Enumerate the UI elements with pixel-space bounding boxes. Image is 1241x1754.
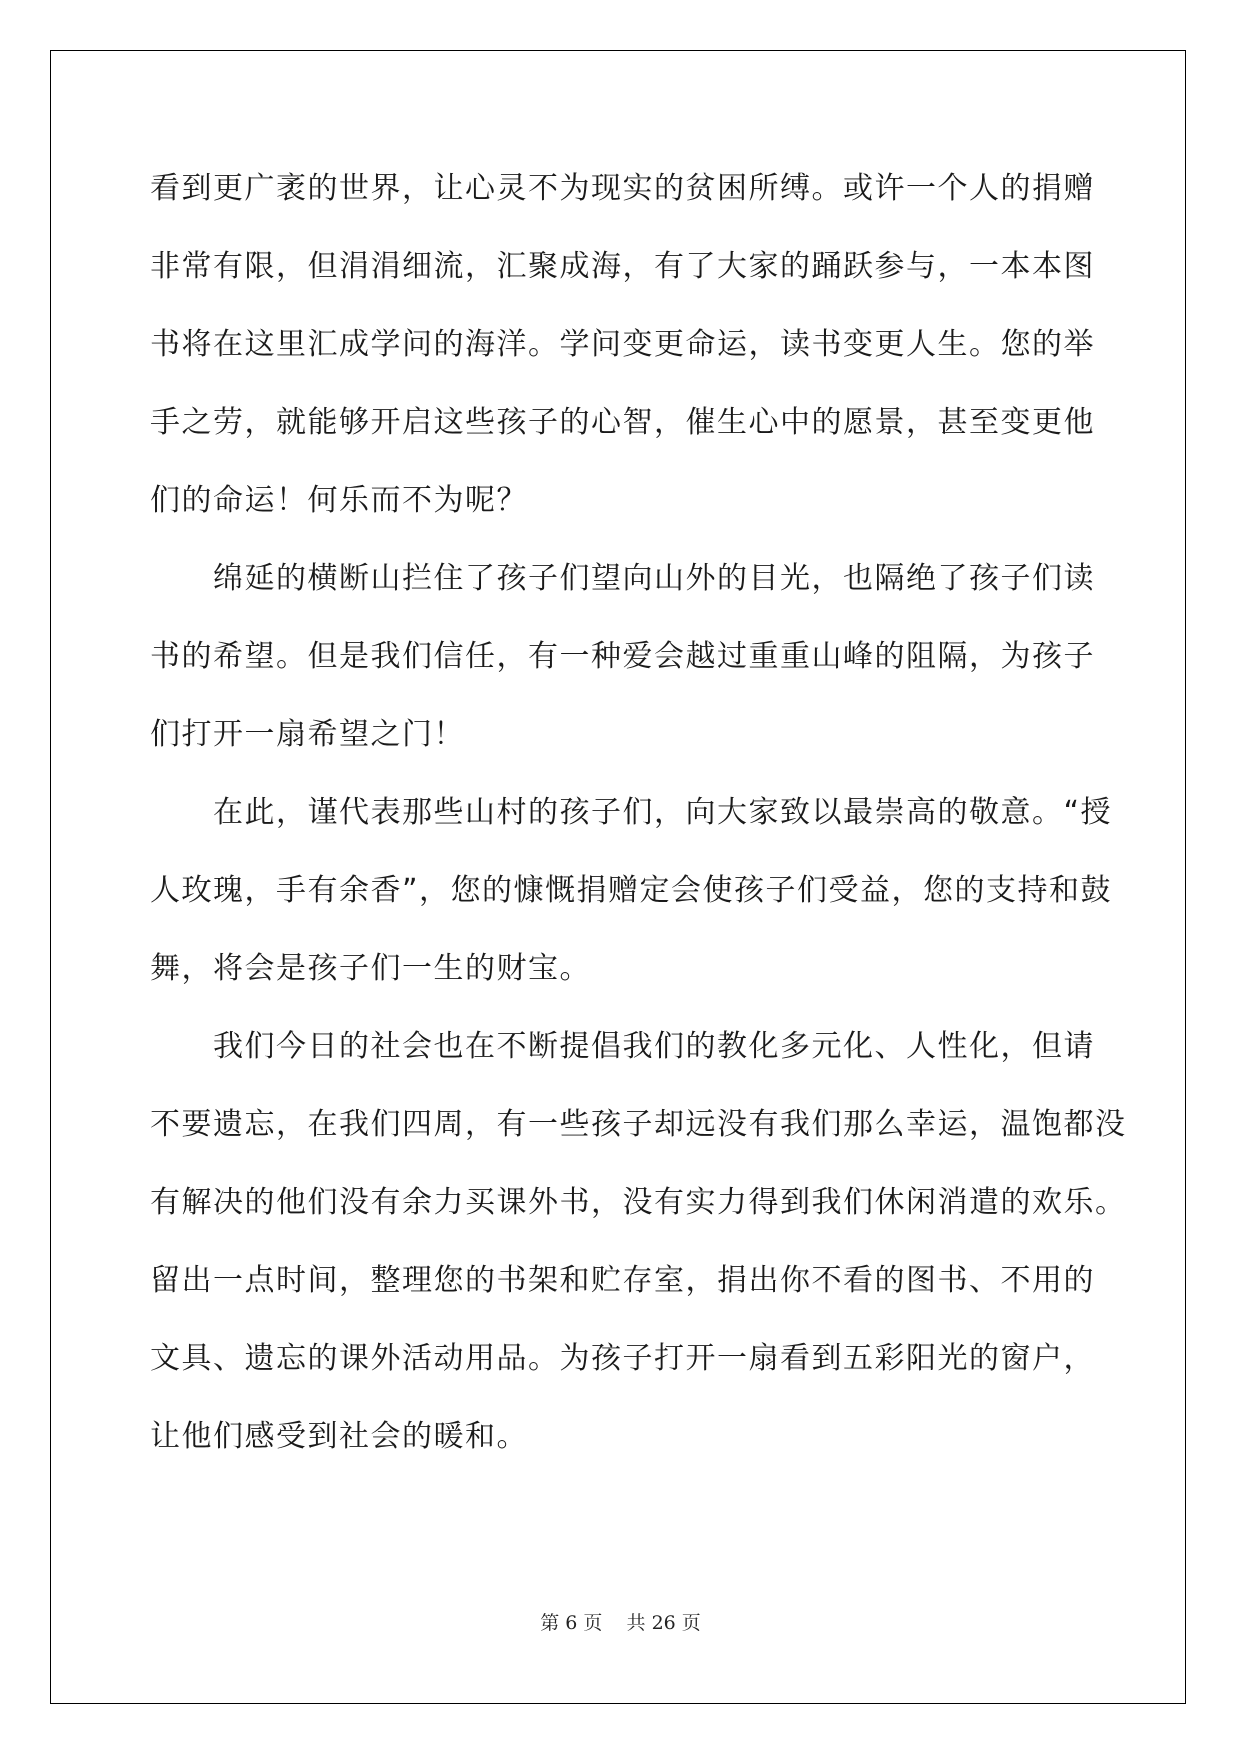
text-line: 看到更广袤的世界，让心灵不为现实的贫困所缚。或许一个人的捐赠: [150, 171, 1095, 206]
text-line: 们的命运！何乐而不为呢？: [150, 483, 528, 518]
text-line: 舞，将会是孩子们一生的财宝。: [150, 951, 591, 986]
text-line: 有解决的他们没有余力买课外书，没有实力得到我们休闲消遣的欢乐。: [150, 1185, 1127, 1220]
paragraph-start-line: 在此，谨代表那些山村的孩子们，向大家致以最崇高的敬意。“授: [213, 795, 1113, 830]
text-line: 让他们感受到社会的暖和。: [150, 1419, 528, 1454]
paragraph-start-line: 绵延的横断山拦住了孩子们望向山外的目光，也隔绝了孩子们读: [213, 561, 1095, 596]
text-line: 文具、遗忘的课外活动用品。为孩子打开一扇看到五彩阳光的窗户，: [150, 1341, 1095, 1376]
text-line: 们打开一扇希望之门！: [150, 717, 465, 752]
text-line: 手之劳，就能够开启这些孩子的心智，催生心中的愿景，甚至变更他: [150, 405, 1095, 440]
text-line: 不要遗忘，在我们四周，有一些孩子却远没有我们那么幸运，温饱都没: [150, 1107, 1127, 1142]
text-line: 书的希望。但是我们信任，有一种爱会越过重重山峰的阻隔，为孩子: [150, 639, 1095, 674]
page-number: 第 6 页: [540, 1612, 603, 1634]
page-footer: [0, 1608, 1241, 1635]
text-line: 人玫瑰，手有余香”，您的慷慨捐赠定会使孩子们受益，您的支持和鼓: [150, 873, 1113, 908]
text-line: 非常有限，但涓涓细流，汇聚成海，有了大家的踊跃参与，一本本图: [150, 249, 1095, 284]
paragraph-start-line: 我们今日的社会也在不断提倡我们的教化多元化、人性化，但请: [213, 1029, 1095, 1064]
text-line: 留出一点时间，整理您的书架和贮存室，捐出你不看的图书、不用的: [150, 1263, 1095, 1298]
text-line: 书将在这里汇成学问的海洋。学问变更命运，读书变更人生。您的举: [150, 327, 1095, 362]
total-pages: 共 26 页: [626, 1612, 701, 1634]
document-body: [150, 162, 1127, 1488]
